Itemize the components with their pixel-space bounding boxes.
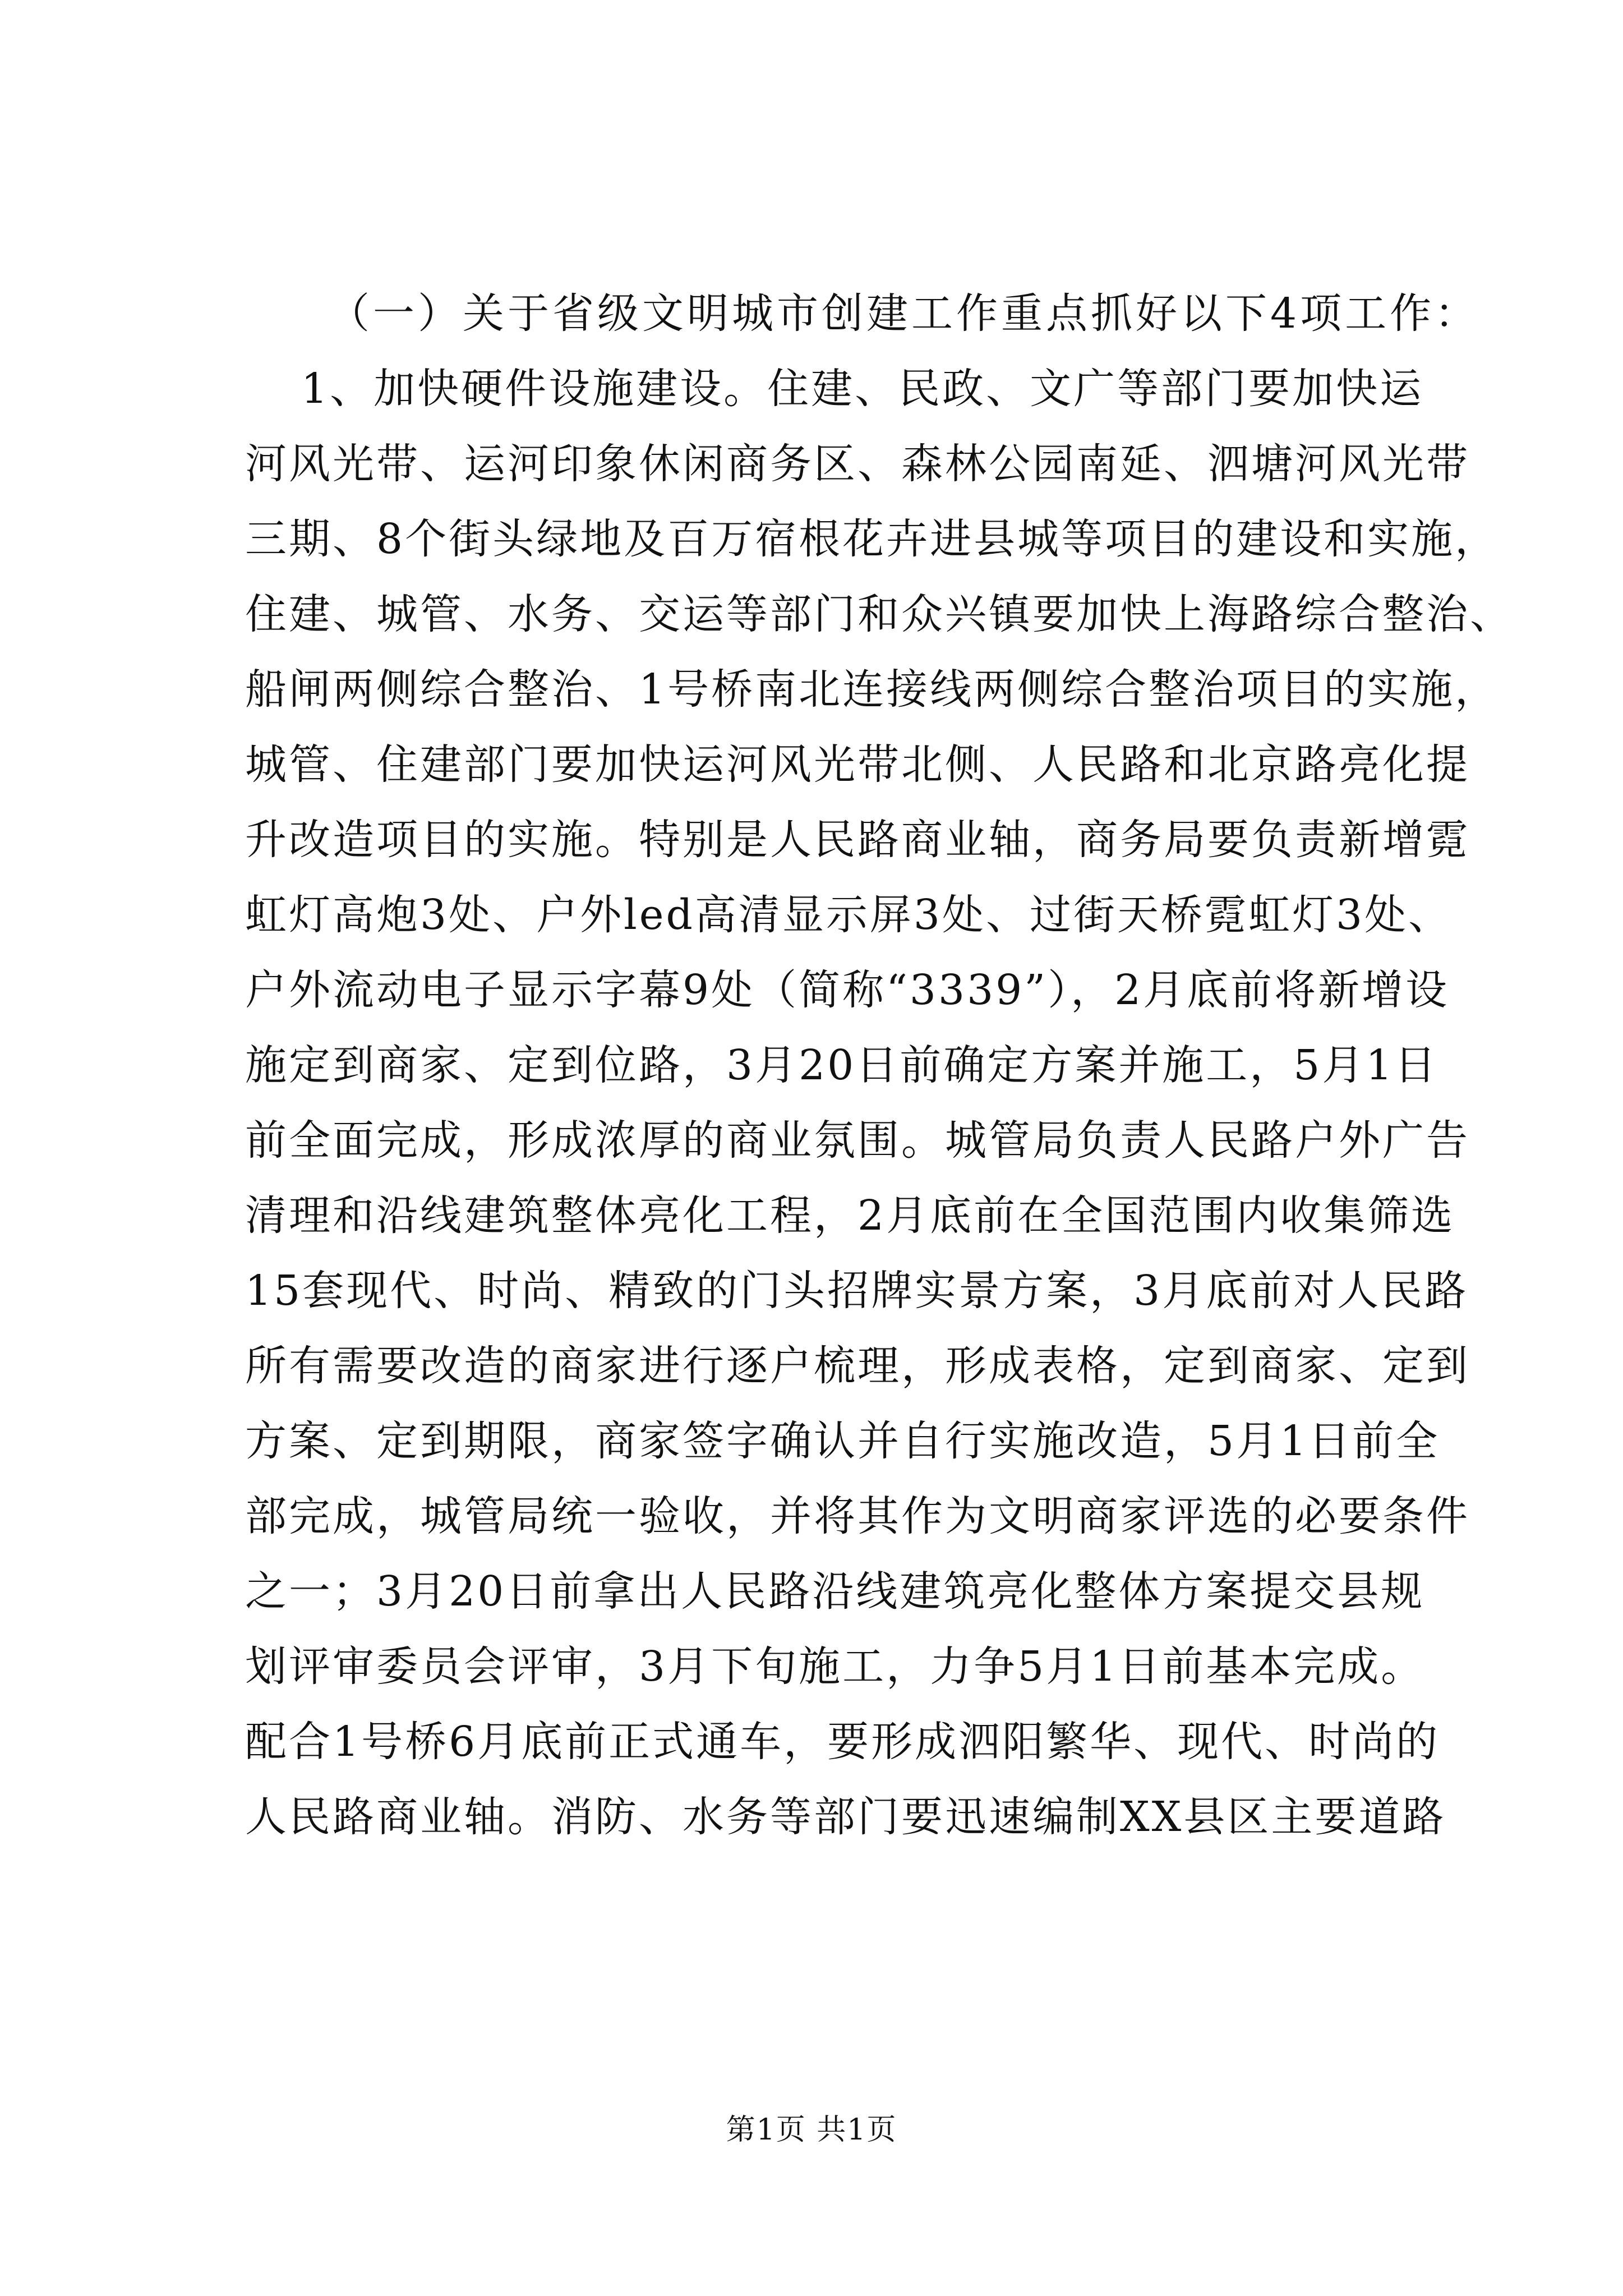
paragraph-line: 所有需要改造的商家进行逐户梳理，形成表格，定到商家、定到 <box>245 1342 1470 1390</box>
paragraph-line: 方案、定到期限，商家签字确认并自行实施改造，5月1日前全 <box>245 1417 1440 1465</box>
paragraph-line: 城管、住建部门要加快运河风光带北侧、人民路和北京路亮化提 <box>245 740 1470 789</box>
paragraph <box>245 351 1514 1855</box>
paragraph-line: 之一；3月20日前拿出人民路沿线建筑亮化整体方案提交县规 <box>245 1567 1425 1616</box>
paragraph-line: 15套现代、时尚、精致的门头招牌实景方案，3月底前对人民路 <box>245 1267 1469 1315</box>
page-footer: 第1页 共1页 <box>726 2113 897 2147</box>
paragraph-line: 住建、城管、水务、交运等部门和众兴镇要加快上海路综合整治、 <box>245 590 1514 638</box>
paragraph-line: 配合1号桥6月底前正式通车，要形成泗阳繁华、现代、时尚的 <box>245 1718 1440 1766</box>
paragraph-line: 三期、8个街头绿地及百万宿根花卉进县城等项目的建设和实施， <box>245 515 1499 563</box>
section-heading: （一）关于省级文明城市创建工作重点抓好以下4项工作： <box>328 289 1480 338</box>
document-body <box>245 276 1514 1855</box>
paragraph-line: 清理和沿线建筑整体亮化工程，2月底前在全国范围内收集筛选 <box>245 1191 1455 1240</box>
paragraph-line: 施定到商家、定到位路，3月20日前确定方案并施工，5月1日 <box>245 1041 1438 1089</box>
paragraph-line: 部完成，城管局统一验收，并将其作为文明商家评选的必要条件 <box>245 1492 1470 1540</box>
paragraph-line: 升改造项目的实施。特别是人民路商业轴，商务局要负责新增霓 <box>245 816 1470 864</box>
paragraph-line: 河风光带、运河印象休闲商务区、森林公园南延、泗塘河风光带 <box>245 440 1470 488</box>
paragraph-line: 划评审委员会评审，3月下旬施工，力争5月1日前基本完成。 <box>245 1642 1425 1691</box>
paragraph-line: 1、加快硬件设施建设。住建、民政、文广等部门要加快运 <box>301 365 1424 413</box>
paragraph-line: 户外流动电子显示字幕9处（简称“3339”），2月底前将新增设 <box>245 966 1450 1014</box>
paragraph-line: 前全面完成，形成浓厚的商业氛围。城管局负责人民路户外广告 <box>245 1116 1470 1165</box>
paragraph-line: 船闸两侧综合整治、1号桥南北连接线两侧综合整治项目的实施， <box>245 665 1499 714</box>
paragraph-line: 虹灯高炮3处、户外led高清显示屏3处、过街天桥霓虹灯3处、 <box>245 891 1453 939</box>
paragraph-line: 人民路商业轴。消防、水务等部门要迅速编制XX县区主要道路 <box>245 1793 1446 1841</box>
